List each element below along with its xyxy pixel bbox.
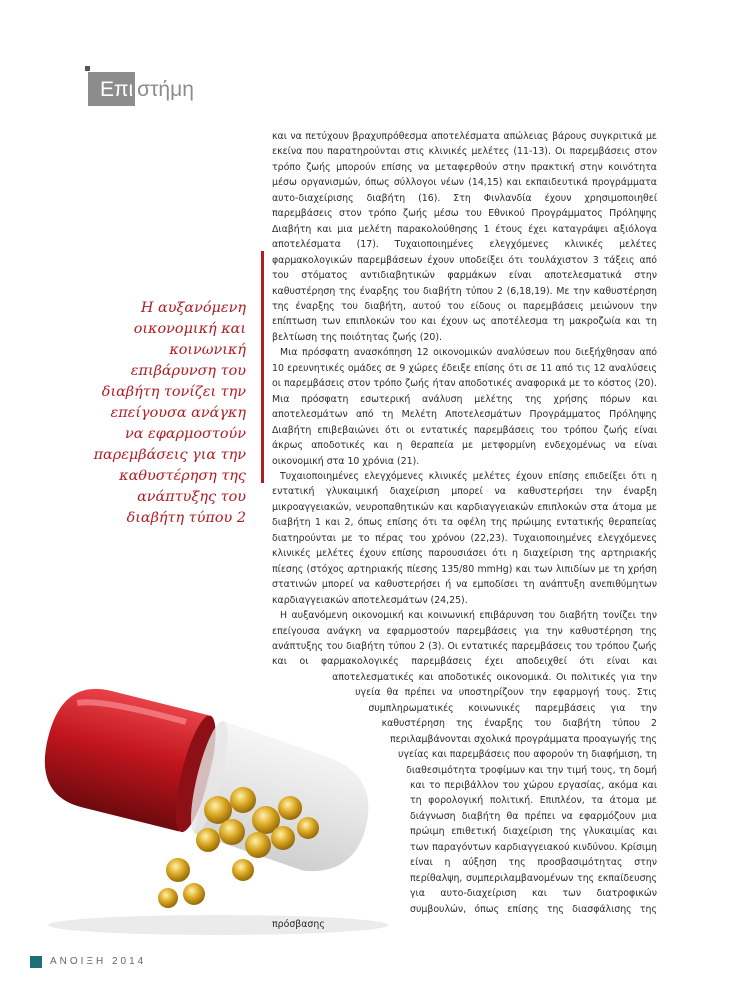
- paragraph: Τυχαιοποιημένες ελεγχόμενες κλινικές μελέτες έχουν επίσης επιδείξει ότι η εντατική γλυκαιμική διαχείριση μπορεί να καθυστερήσει την έναρξη μικροαγγειακών, νευροπαθητικών και καρδιαγγειακών επιπλοκών στα άτομα με διαβήτη 1 και 2, όπως επίσης ότι τα οφέλη της πρώιμης εντατικής θεραπείας διατηρούνται με το πέρας του χρόνου (22,23). Τυχαιοποιημένες ελεγχόμενες κλινικές μελέτες έχουν επίσης παρουσιάσει ότι η διαχείριση της αρτηριακής πίεσης (στόχος αρτηριακής πίεσης 135/80 mmHg) και των λιπιδίων με τη χρήση στατινών μπορεί να καθυστερήσει ή να εμποδίσει τη ανάπτυξη ανεπιθύμητων καρδιαγγειακών αποτελεσμάτων (24,25).: [272, 470, 657, 606]
- pull-quote: Η αυξανόμενη οικονομική και κοινωνική επιβάρυνση του διαβήτη τονίζει την επείγουσα ανάγκη να εφαρμοστούν παρεμβάσεις για την καθυστέρηση της ανάπτυξης του διαβήτη τύπου 2: [93, 300, 246, 526]
- paragraph: Μια πρόσφατη ανασκόπηση 12 οικονομικών αναλύσεων που διεξήχθησαν από 10 ερευνητικές ομάδες σε 9 χώρες έδειξε επίσης ότι σε 11 από τις 12 αναλύσεις οι παρεμβάσεις στον τρόπο ζωής ήταν αποδοτικές αναφορικά με το κόστος (20). Μια πρόσφατη εσωτερική ανάλυση μελέτης της χρήσης πόρων και αποτελεσμάτων από τη Μελέτη Αποτελεσμάτων Προγράμματος Πρόληψης Διαβήτη επιβεβαιώνει ότι οι εντατικές παρεμβάσεις του τρόπου ζωής είναι άκρως αποδοτικές και η θεραπεία με μετφορμίνη ενδεχομένως να είναι οικονομική στα 10 χρόνια (21).: [272, 347, 657, 467]
- section-title-box: Επι: [88, 72, 135, 106]
- paragraph: Η αυξανόμενη οικονομική και κοινωνική επιβάρυνση του διαβήτη τονίζει την επείγουσα ανάγκη να εφαρμοστούν παρεμβάσεις για την καθυστέρηση της ανάπτυξης του διαβήτη τύπου 2 (3). Οι εντατικές παρεμβάσεις του τρόπου ζωής και οι φαρμακολογικές παρεμβάσεις έχει αποδειχθεί ότι είναι και αποτελεσματικές και αποδοτικές οικονομικά. Οι πολιτικές για την υγεία θα πρέπει να υποστηρίζουν την εφαρμογή τους. Στις συμπληρωματικές κοινωνικές παρεμβάσεις για την καθυστέρηση της έναρξης του διαβήτη τύπου 2 περιλαμβάνονται σχολικά προγράμματα προαγωγής της υγείας και παρεμβάσεις που αφορούν τη διαφήμιση, τη διαθεσιμότητα τροφίμων και την τιμή τους, τη δομή και το περιβάλλον του χώρου εργασίας, ακόμα και τη φορολογική πολιτική. Επιπλέον, τα άτομα με διάγνωση διαβήτη θα πρέπει να εφαρμόζουν μια πρώιμη επιθετική διαχείριση της γλυκαιμίας και των παραγόντων καρδιαγγειακού κινδύνου. Κρίσιμη είναι η αύξηση της προσβασιμότητας στην περίθαλψη, συμπεριλαμβανομένων της εκπαίδευσης για αυτο-διαχείριση και των διατροφικών συμβουλών, όπως επίσης της διασφάλισης της πρόσβασης: [272, 610, 657, 931]
- pill-illustration: [18, 680, 418, 940]
- section-header: [88, 66, 194, 106]
- footer-issue: ΑΝΟΙΞΗ 2014: [50, 956, 147, 967]
- pull-quote-accent-bar: [261, 251, 264, 483]
- header-marker: [85, 66, 90, 71]
- section-title-rest: στήμη: [137, 78, 194, 101]
- footer-marker: [30, 956, 42, 968]
- paragraph: και να πετύχουν βραχυπρόθεσμα αποτελέσματα απώλειας βάρους συγκριτικά με εκείνα που παρατηρούνται στις κλινικές μελέτες (11-13). Οι παρεμβάσεις στον τρόπο ζωής μπορούν επίσης να μεταφερθούν στην πρακτική στην κοινότητα μέσω οργανισμών, όπως σύλλογοι νέων (14,15) και εκπαιδευτικά προγράμματα αυτο-διαχείρισης διαβήτη (16). Στη Φινλανδία έχουν χρησιμοποιηθεί παρεμβάσεις στον τρόπο ζωής μέσω του Εθνικού Προγράμματος Πρόληψης Διαβήτη και μια μελέτη παρακολούθησης 1 έτους έχει καταγράψει αξιόλογα αποτελέσματα (17). Τυχαιοποιημένες ελεγχόμενες κλινικές μελέτες φαρμακολογικών παρεμβάσεων έχουν υποδείξει ότι τουλάχιστον 3 τάξεις από του στόματος αντιδιαβητικών φαρμάκων είναι αποτελεσματικά στην καθυστέρηση της έναρξης του διαβήτη τύπου 2 (6,18,19). Με την καθυστέρηση της έναρξης του διαβήτη, αυτού του είδους οι παρεμβάσεις μειώνουν την επίπτωση των επιπλοκών του και έχουν ως αποτέλεσμα τη μακροζωία και τη βελτίωση της ποιότητας ζωής (20).: [272, 131, 657, 343]
